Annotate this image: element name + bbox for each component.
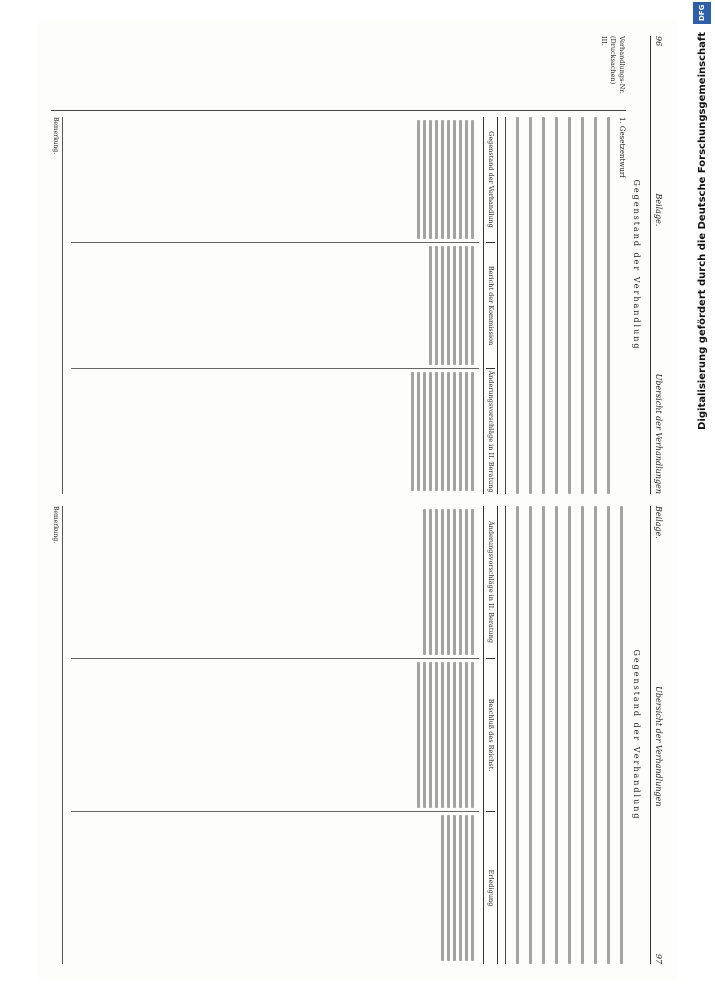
text-line <box>447 246 450 365</box>
text-line <box>417 662 420 808</box>
text-line <box>453 372 456 491</box>
right-head-center: Übersicht der Verhandlungen <box>654 686 663 807</box>
text-line <box>417 372 420 491</box>
text-line <box>453 120 456 239</box>
text-line <box>447 815 450 961</box>
text-line <box>447 372 450 491</box>
text-line <box>542 117 545 494</box>
left-head-center: Übersicht der Verhandlungen <box>654 373 663 494</box>
text-line <box>411 372 414 491</box>
text-line <box>459 372 462 491</box>
text-line <box>417 120 420 239</box>
divider <box>505 117 506 494</box>
text-line <box>441 815 444 961</box>
text-line <box>459 120 462 239</box>
text-line <box>435 372 438 491</box>
divider <box>505 506 506 964</box>
text-line <box>620 506 623 964</box>
table-cell <box>71 812 479 964</box>
left-page-title: Gegenstand der Verhandlung <box>632 179 641 351</box>
text-line <box>441 509 444 655</box>
text-line <box>447 509 450 655</box>
text-line <box>581 506 584 964</box>
text-line <box>465 815 468 961</box>
text-line <box>423 509 426 655</box>
text-line <box>459 246 462 365</box>
text-line <box>453 662 456 808</box>
left-page-number: 96 <box>654 36 663 47</box>
text-line <box>441 246 444 365</box>
text-line <box>465 246 468 365</box>
text-line <box>429 246 432 365</box>
text-line <box>435 246 438 365</box>
left-page-header <box>650 36 663 494</box>
text-line <box>453 815 456 961</box>
text-line <box>429 662 432 808</box>
text-line <box>594 117 597 494</box>
text-line <box>441 372 444 491</box>
text-line <box>441 120 444 239</box>
text-line <box>459 509 462 655</box>
text-line <box>429 372 432 491</box>
right-page <box>51 506 663 964</box>
text-line <box>516 506 519 964</box>
label-line: (Drucksachen) <box>609 36 617 85</box>
text-line <box>529 117 532 494</box>
left-footnote: Bemerkung. <box>51 117 63 494</box>
dfg-credit-text: Digitalisierung gefördert durch die Deutsche Forschungsgemeinschaft <box>696 32 708 430</box>
table-cell <box>71 506 479 659</box>
right-table-body <box>71 506 479 964</box>
left-table-header <box>483 117 498 494</box>
left-label-column <box>51 36 626 111</box>
text-line <box>568 506 571 964</box>
table-header-cell: Änderungsvorschläge in II. Beratung <box>486 506 495 659</box>
text-line <box>441 662 444 808</box>
table-cell <box>71 117 479 243</box>
text-line <box>607 506 610 964</box>
section-heading: 1. Gesetzentwurf <box>618 117 626 178</box>
text-line <box>594 506 597 964</box>
table-cell <box>71 369 479 494</box>
text-line <box>453 509 456 655</box>
text-line <box>435 662 438 808</box>
text-line <box>555 506 558 964</box>
text-line <box>581 117 584 494</box>
text-line <box>555 117 558 494</box>
label-line: Verhandlungs-Nr. <box>618 36 626 94</box>
dfg-watermark <box>691 2 713 942</box>
right-footnote: Bemerkung. <box>51 506 63 964</box>
text-line <box>465 662 468 808</box>
text-line <box>471 509 474 655</box>
table-header-cell: Bericht der Kommission <box>486 243 495 369</box>
text-line <box>568 117 571 494</box>
text-line <box>465 509 468 655</box>
text-line <box>516 117 519 494</box>
label-line: III. <box>600 36 608 46</box>
text-line <box>423 372 426 491</box>
left-table-body <box>71 117 479 494</box>
text-line <box>471 815 474 961</box>
text-line <box>429 120 432 239</box>
dfg-logo-icon: DFG <box>693 2 711 24</box>
text-line <box>471 372 474 491</box>
left-head-left: Beilage. <box>654 193 663 227</box>
right-page-title: Gegenstand der Verhandlung <box>632 649 641 821</box>
scanned-spread <box>37 20 677 980</box>
text-line <box>459 815 462 961</box>
text-line <box>465 120 468 239</box>
text-line <box>459 662 462 808</box>
text-line <box>471 662 474 808</box>
right-body <box>51 506 626 964</box>
text-line <box>429 509 432 655</box>
table-cell <box>71 659 479 812</box>
right-page-number: 97 <box>654 953 663 964</box>
text-line <box>607 117 610 494</box>
text-line <box>471 120 474 239</box>
right-page-header <box>650 506 663 964</box>
left-page <box>51 36 663 494</box>
text-line <box>423 120 426 239</box>
text-line <box>447 120 450 239</box>
text-line <box>529 506 532 964</box>
text-line <box>453 246 456 365</box>
text-line <box>471 246 474 365</box>
text-line <box>435 120 438 239</box>
table-header-cell: Beschluß des Reichst. <box>486 659 495 812</box>
right-table-header <box>483 506 498 964</box>
table-header-cell: Änderungsvorschläge in II. Beratung <box>487 370 495 493</box>
right-head-left: Beilage. <box>654 506 663 539</box>
text-line <box>423 662 426 808</box>
table-header-cell: Gegenstand der Verhandlung <box>486 117 495 243</box>
left-body <box>51 117 626 494</box>
left-columns <box>51 36 626 494</box>
text-line <box>542 506 545 964</box>
text-line <box>447 662 450 808</box>
text-line <box>435 509 438 655</box>
table-header-cell: Erledigung <box>487 869 495 907</box>
text-line <box>465 372 468 491</box>
table-cell <box>71 243 479 369</box>
